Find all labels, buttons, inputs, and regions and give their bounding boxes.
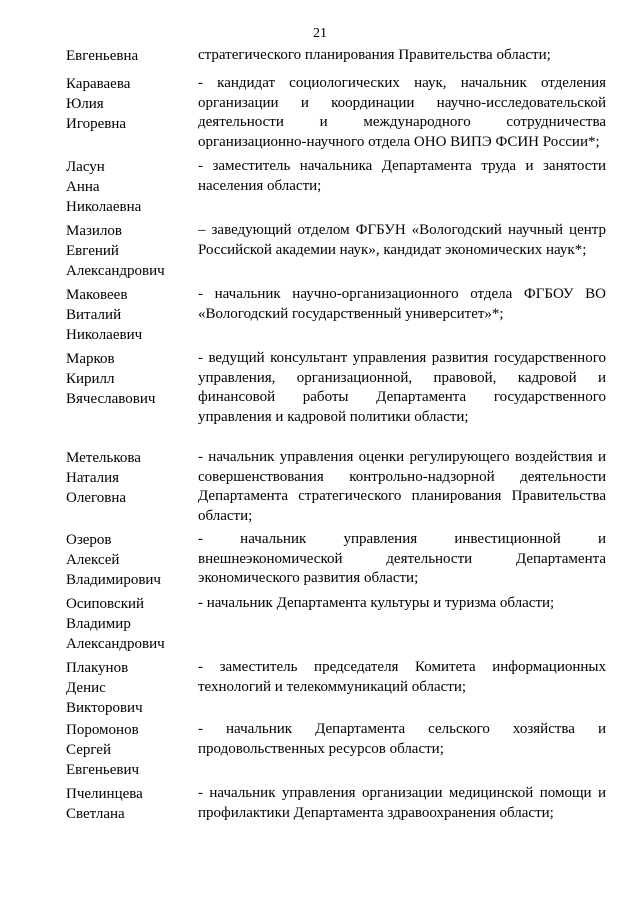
name-line: Владимирович	[66, 572, 161, 588]
person-position: - начальник управления организации медицинской помощи и профилактики Департамента здравоохранения области;	[198, 785, 606, 821]
name-line: Караваева	[66, 76, 131, 92]
name-line: Озеров	[66, 532, 112, 548]
name-line: Евгеньевич	[66, 762, 140, 778]
person-position: - начальник Департамента сельского хозяйства и продовольственных ресурсов области;	[198, 721, 606, 757]
name-line: Николаевич	[66, 327, 143, 343]
person-name	[66, 784, 191, 824]
person-name	[66, 285, 191, 345]
name-line: Викторович	[66, 700, 143, 716]
name-line: Кирилл	[66, 371, 115, 387]
name-line: Марков	[66, 351, 115, 367]
person-name	[66, 720, 191, 780]
name-line: Плакунов	[66, 660, 129, 676]
name-line: Алексей	[66, 552, 120, 568]
person-position: - начальник управления инвестиционной и внешнеэкономической деятельности Департамента экономического развития области;	[198, 531, 606, 586]
person-name	[66, 658, 191, 718]
name-line: Наталия	[66, 470, 120, 486]
name-line: Сергей	[66, 742, 111, 758]
name-line: Вячеславович	[66, 391, 156, 407]
name-line: Анна	[66, 179, 100, 195]
name-line: Виталий	[66, 307, 122, 323]
person-name	[66, 448, 191, 508]
person-position: стратегического планирования Правительства области;	[198, 47, 551, 63]
name-line: Метелькова	[66, 450, 141, 466]
person-position: - заместитель начальника Департамента труда и занятости населения области;	[198, 158, 606, 194]
person-name	[66, 594, 191, 654]
name-line: Светлана	[66, 806, 125, 822]
name-line: Мазилов	[66, 223, 123, 239]
person-position: – заведующий отделом ФГБУН «Вологодский научный центр Российской академии наук», кандидат экономических наук*;	[198, 222, 606, 258]
person-name	[66, 46, 191, 66]
name-line: Евгений	[66, 243, 119, 259]
name-line: Осиповский	[66, 596, 145, 612]
name-line: Ласун	[66, 159, 105, 175]
name-line: Пчелинцева	[66, 786, 143, 802]
person-name	[66, 530, 191, 590]
person-position: - начальник научно-организационного отдела ФГБОУ ВО «Вологодский государственный университет»*;	[198, 286, 606, 322]
person-name	[66, 157, 191, 217]
name-line: Николаевна	[66, 199, 142, 215]
person-name	[66, 74, 191, 134]
name-line: Юлия	[66, 96, 104, 112]
name-line: Маковеев	[66, 287, 128, 303]
name-line: Денис	[66, 680, 106, 696]
name-line: Игоревна	[66, 116, 127, 132]
name-line: Олеговна	[66, 490, 127, 506]
person-position: - начальник управления оценки регулирующего воздействия и совершенствования контрольно-надзорной деятельности Департамента стратегического планирования Правительства области;	[198, 449, 606, 524]
person-position: - начальник Департамента культуры и туризма области;	[198, 595, 555, 611]
person-position: - заместитель председателя Комитета информационных технологий и телекоммуникаций области;	[198, 659, 606, 695]
name-line: Евгеньевна	[66, 48, 139, 64]
person-position: - кандидат социологических наук, начальник отделения организации и координации научно-исследовательской деятельности и международного сотрудничества организационно-научного отдела ОНО ВИПЭ ФСИН России*;	[198, 75, 606, 150]
name-line: Александрович	[66, 636, 165, 652]
person-name	[66, 349, 191, 409]
name-line: Поромонов	[66, 722, 139, 738]
page-number: 21	[313, 26, 327, 41]
name-line: Александрович	[66, 263, 165, 279]
person-name	[66, 221, 191, 281]
person-position: - ведущий консультант управления развития государственного управления, организационной, правовой, кадровой и финансовой работы Департамента государственного управления и кадровой политики области;	[198, 350, 606, 425]
name-line: Владимир	[66, 616, 131, 632]
